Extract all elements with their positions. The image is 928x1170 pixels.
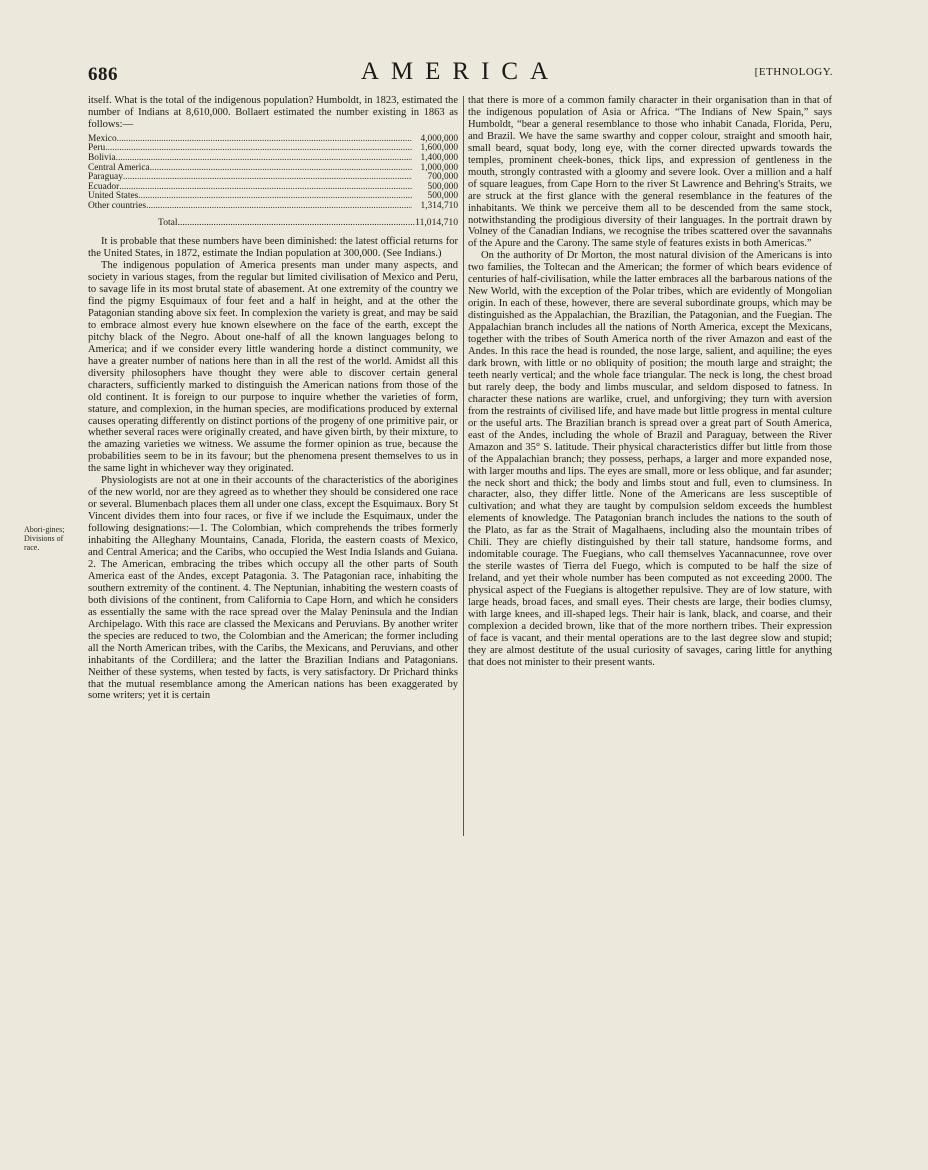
country-name: Central America (88, 162, 150, 173)
running-title: AMERICA (360, 58, 561, 85)
population-row (88, 164, 458, 174)
population-row (88, 144, 458, 154)
leader-dots (146, 202, 412, 212)
left-column (88, 95, 458, 702)
leader-dots (123, 173, 412, 183)
leader-dots (119, 183, 412, 193)
paragraph: The indigenous population of America presents man under many aspects, and society in various stages, from the regular but limited civilisation of Mexico and Peru, to savage life in its most brutal state of abasement. At one extremity of the country we find the pigmy Esquimaux of four feet and a half in height, and at the other the Patagonian standing above six feet. In complexion the variety is great, and may be said to embrace almost every hue known elsewhere on the face of the earth, except the pitchy black of the Negro. About one-half of all the known languages belong to America; and if we consider every little wandering horde a distinct community, we have a greater number of nations here than in all the rest of the world. Amidst all this diversity philosophers have thought they were able to discover certain general characters, sufficiently marked to distinguish the American nations from those of the old continent. It is foreign to our purpose to inquire whether the varieties of form, stature, and complexion, in the human species, are modifications produced by external causes operating differently on distinct portions of the progeny of one primitive pair, or whether several races were originally created, and have given birth, by their mixture, to the amazing varieties we witness. We assume the former opinion as true, because the probabilities seem to be in its favour; but the phenomena present themselves to us in the same light in whichever way they originated. (88, 260, 458, 475)
leader-dots (150, 164, 412, 174)
country-name: Mexico (88, 133, 117, 144)
population-row (88, 202, 458, 212)
paragraph: On the authority of Dr Morton, the most natural division of the Americans is into two families, the Toltecan and the American; the former of which bears evidence of centuries of half-civilisation, while the latter embraces all the barbarous nations of the New World, with the exception of the Polar tribes, which are evidently of Mongolian origin. In each of these, however, there are several subordinate groups, which may be distinguished as the Appalachian, the Brazilian, the Patagonian, and the Fuegian. The Appalachian branch includes all the nations of North America, except the Mexicans, together with the tribes of South America north of the river Amazon and east of the Andes. In this race the head is rounded, the nose large, salient, and aquiline; the eyes dark brown, with little or no obliquity of position; the mouth large and straight; the teeth nearly vertical; and the whole face triangular. The neck is long, the chest broad but rarely deep, the body and limbs muscular, and seldom disposed to fatness. In character these nations are warlike, cruel, and unforgiving; they turn with aversion from the restraints of civilised life, and have made but little progress in mental culture or the useful arts. The Brazilian branch is spread over a great part of South America, east of the Andes, including the whole of Brazil and Paraguay, between the River Amazon and 35° S. latitude. Their physical characteristics differ but little from those of the Appalachian branch; they possess, perhaps, a larger and more expanded nose, with larger mouths and lips. The eyes are small, more or less oblique, and far asunder; the neck short and thick; the body and limbs stout and full, even to clumsiness. In character, also, they differ little. None of the Americans are less susceptible of cultivation; and what they are taught by compulsion seldom exceeds the humblest elements of knowledge. The Patagonian branch includes the nations to the south of the Plato, as far as the Strait of Magalhaens, including also the mountain tribes of Chili. They are chiefly distinguished by their tall stature, handsome forms, and indomitable courage. The Fuegians, who call themselves Yacannacunnee, rove over the sterile wastes of Tierra del Fuego, which is computed to be half the size of Ireland, and yet their whole number has been computed as not exceeding 2000. The physical aspect of the Fuegians is altogether repulsive. They are of low stature, with large heads, broad faces, and small eyes. Their chests are large, their bodies clumsy, with large knees, and ill-shaped legs. Their hair is lank, black, and coarse, and their complexion a decided brown, like that of the more northern tribes. Their expression of face is vacant, and their mental operations are to the last degree slow and stupid; they are almost destitute of the usual curiosity of savages, caring little for anything that does not minister to their present wants. (468, 250, 832, 668)
intro-paragraph: itself. What is the total of the indigenous population? Humboldt, in 1823, estimated the number of Indians at 8,610,000. Bollaert estimated the number existing in 1863 as follows:— (88, 95, 458, 130)
country-name: Peru (88, 143, 106, 154)
page-number: 686 (88, 64, 118, 85)
paragraph: It is probable that these numbers have been diminished: the latest official returns for the United States, in 1872, estimate the Indian population at 300,000. (See Indians.) (88, 236, 458, 260)
population-row (88, 135, 458, 145)
population-row (88, 183, 458, 193)
country-name: United States (88, 191, 139, 202)
paragraph: that there is more of a common family character in their organisation than in that of the indigenous population of Asia or Africa. “The Indians of New Spain,” says Humboldt, “bear a general resemblance to those who inhabit Canada, Florida, Peru, and Brazil. We have the same swarthy and copper colour, straight and smooth hair, small beard, squat body, long eye, with the corner directed upwards towards the temples, prominent cheek-bones, thick lips, and expression of gentleness in the mouth, strongly contrasted with a gloomy and severe look. Over a million and a half of square leagues, from Cape Horn to the river St Lawrence and Behring's Straits, we are struck at the first glance with the general resemblance in the features of the inhabitants. We think we perceive them all to be descended from the same stock, notwithstanding the prodigious diversity of their languages. In the portrait drawn by Volney of the Canadian Indians, we recognise the tribes scattered over the savannahs of the Apure and the Carony. The same style of features exists in both Americas.” (468, 95, 832, 250)
population-value: 1,000,000 (420, 162, 458, 173)
population-value: 700,000 (427, 172, 458, 183)
population-value: 1,400,000 (420, 152, 458, 163)
population-total-row (158, 218, 458, 228)
population-value: 1,600,000 (420, 143, 458, 154)
total-label: Total (158, 217, 178, 229)
population-value: 4,000,000 (420, 133, 458, 144)
population-value: 500,000 (427, 181, 458, 192)
country-name: Bolivia (88, 152, 116, 163)
leader-dots (105, 144, 412, 154)
leader-dots (116, 154, 412, 164)
leader-dots (138, 192, 412, 202)
right-column (468, 95, 832, 669)
leader-dots (178, 218, 416, 228)
total-value: 11,014,710 (415, 217, 458, 229)
country-name: Other countries (88, 200, 147, 211)
population-value: 500,000 (427, 191, 458, 202)
population-table (88, 135, 458, 211)
country-name: Ecuador (88, 181, 120, 192)
leader-dots (117, 135, 412, 145)
population-row (88, 173, 458, 183)
page-header (88, 58, 833, 88)
paragraph: Physiologists are not at one in their accounts of the characteristics of the aborigines of the new world, nor are they agreed as to whether they should be considered one race or several. Blumenbach places them all under one class, except the Esquimaux. Bory St Vincent divides them into four races, or five if we include the Esquimaux, under the following designations:—1. The Colombian, which comprehends the tribes formerly inhabiting the Alleghany Mountains, Canada, Florida, the eastern coasts of Mexico, and Central America; and the Caribs, who occupied the West India Islands and Guiana. 2. The American, embracing the tribes which occupy all the other parts of South America east of the Andes, except Patagonia. 3. The Patagonian race, inhabiting the southern extremity of the continent. 4. The Neptunian, inhabiting the western coasts of both divisions of the continent, from California to Cape Horn, and which he considers as essentially the same with the race spread over the Malay Peninsula and the Indian Archipelago. With this race are classed the Mexicans and Peruvians. By another writer the species are reduced to two, the Colombian and the American; the former including all the North American tribes, with the Caribs, the Mexicans, and Peruvians, and other inhabitants of the Cordillera; and the latter the Brazilian Indians and Patagonians. Neither of these systems, when tested by facts, is very satisfactory. Dr Prichard thinks that the mutual resemblance among the American nations has been exaggerated by some writers; yet it is certain (88, 475, 458, 702)
column-divider (463, 96, 464, 836)
country-name: Paraguay (88, 172, 123, 183)
section-tag: [ETHNOLOGY. (754, 66, 833, 78)
margin-note: Abori-gines; Divisions of race. (24, 525, 65, 552)
population-value: 1,314,710 (420, 200, 458, 211)
